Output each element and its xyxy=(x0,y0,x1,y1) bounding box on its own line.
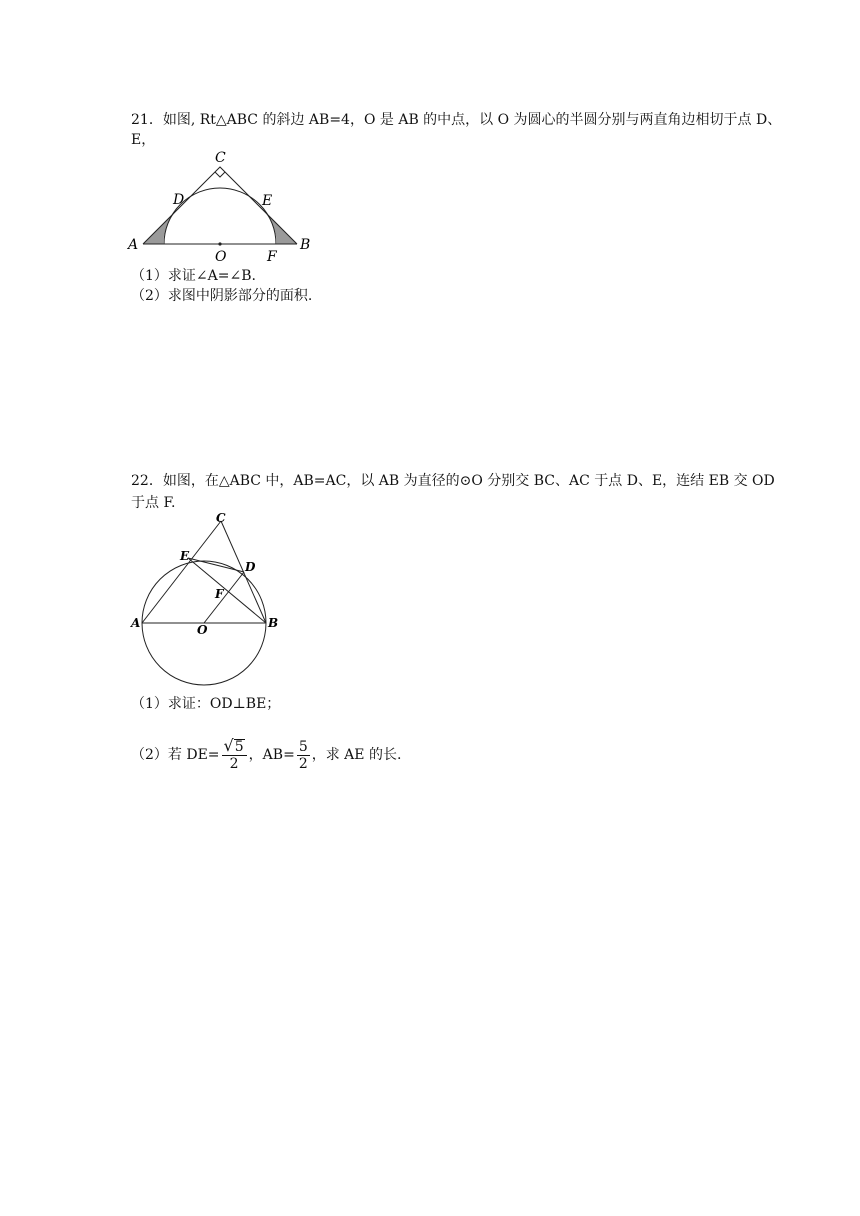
q22-figure xyxy=(128,510,288,690)
q21-statement-line1: 21．如图, Rt△ABC 的斜边 AB=4，O 是 AB 的中点，以 O 为圆心的半圆分别与两直角边相切于点 D、 xyxy=(131,112,782,128)
q22-de-numerator xyxy=(222,738,247,755)
q21-label-d: D xyxy=(173,192,185,208)
q22-subquestion-2 xyxy=(131,737,401,773)
q22-label-b: B xyxy=(268,616,279,630)
q22-side-ac xyxy=(142,521,221,623)
q21-label-f: F xyxy=(267,249,277,265)
q21-label-b: B xyxy=(300,237,311,253)
q21-statement-line2: E， xyxy=(131,132,156,148)
q22-de-fraction xyxy=(222,738,247,772)
q22-ab-numerator: 5 xyxy=(298,738,308,755)
q22-sub2-mid: ，AB= xyxy=(248,747,295,763)
q22-sub2-prefix: （2）若 DE= xyxy=(131,747,220,763)
q21-subquestion-2: （2）求图中阴影部分的面积. xyxy=(131,288,313,304)
q22-segment-od xyxy=(204,572,244,623)
q22-subquestion-1: （1）求证：OD⊥BE； xyxy=(131,696,281,712)
q22-label-c: C xyxy=(216,511,226,525)
q22-sub2-suffix: ，求 AE 的长. xyxy=(311,747,402,763)
q21-subquestion-1: （1）求证∠A=∠B. xyxy=(131,268,256,284)
q22-label-a: A xyxy=(131,616,141,630)
q21-label-a: A xyxy=(128,237,139,253)
q22-statement-line1: 22．如图，在△ABC 中，AB=AC，以 AB 为直径的⊙O 分别交 BC、AC 于点 D、E，连结 EB 交 OD xyxy=(131,473,775,489)
q21-label-o: O xyxy=(215,249,227,265)
q22-label-o: O xyxy=(197,623,208,637)
q22-ab-fraction xyxy=(297,739,310,772)
q22-label-f: F xyxy=(215,587,224,601)
q22-sqrt xyxy=(224,738,245,754)
q21-label-c: C xyxy=(215,150,226,166)
q21-center-dot xyxy=(218,242,221,245)
q22-statement-line2: 于点 F. xyxy=(131,495,176,511)
q22-label-e: E xyxy=(180,549,190,563)
q22-de-radicand: 5 xyxy=(234,739,244,755)
sqrt-symbol-icon: √ xyxy=(223,736,234,755)
q21-label-e: E xyxy=(262,193,273,209)
q21-right-angle-mark xyxy=(215,172,225,177)
q22-de-denominator: 2 xyxy=(229,756,239,772)
q21-figure xyxy=(125,146,315,266)
q22-ab-denominator: 2 xyxy=(298,755,308,772)
q21-triangle xyxy=(143,167,297,244)
q22-label-d: D xyxy=(245,560,256,574)
